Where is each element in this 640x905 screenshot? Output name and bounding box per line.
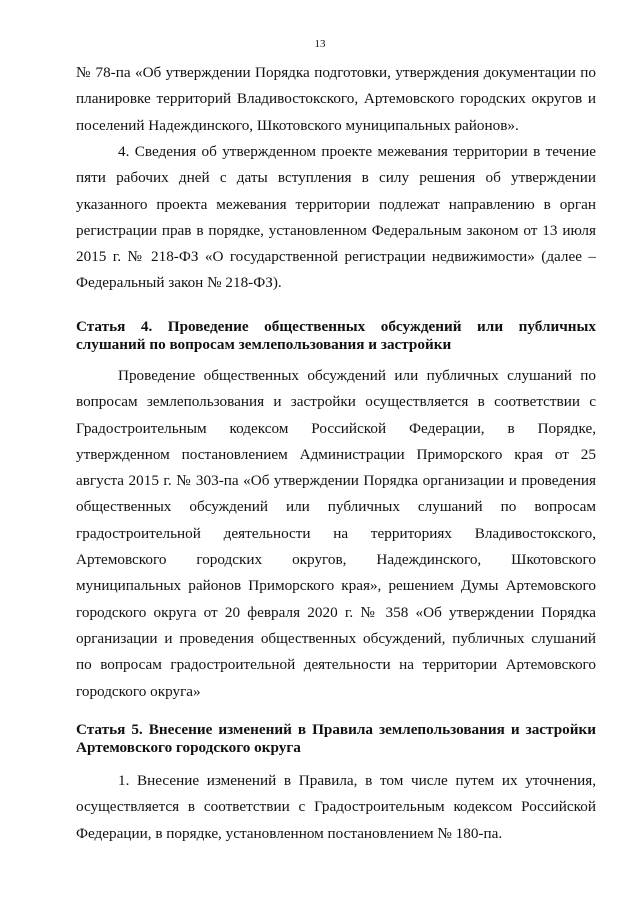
article-4-text: Проведение общественных обсуждений или публичных слушаний по вопросам землепользования и застройки осуществляется в соответствии с Градостроительным кодексом Российской Федерации, в Порядке, утвержденном постановлением Администрации Приморского края от 25 августа 2015 г. № 303-па «Об утверждении Порядка организации и проведения общественных обсуждений или публичных слушаний по вопросам градостроительной деятельности на территориях Владивостокского, Артемовского городских округов, Надеждинского, Шкотовского муниципальных районов Приморского края», решением Думы Артемовского городского округа от 20 февраля 2020 г. № 358 «Об утверждении Порядка организации и проведения общественных обсуждений, публичных слушаний по вопросам градостроительной деятельности на территории Артемовского городского округа» <box>76 367 596 700</box>
continuation-block <box>76 60 596 139</box>
article-5-heading-block <box>76 721 596 756</box>
paragraph-4: 4. Сведения об утвержденном проекте межевания территории в течение пяти рабочих дней с даты вступления в силу решения об утверждении указанного проекта межевания территории подлежат направлению в орган регистрации прав в порядке, установленном Федеральным законом от 13 июля 2015 г. № 218-ФЗ «О государственной регистрации недвижимости» (далее – Федеральный закон № 218-ФЗ). <box>76 143 596 292</box>
paragraph-continuation: № 78-па «Об утверждении Порядка подготовки, утверждения документации по планировке территорий Владивостокского, Артемовского городских округов и поселений Надеждинского, Шкотовского муниципальных районов». <box>76 64 596 134</box>
article-5-heading: Статья 5. Внесение изменений в Правила землепользования и застройки Артемовского городского округа <box>76 721 596 756</box>
article-5-paragraph-1: 1. Внесение изменений в Правила, в том числе путем их уточнения, осуществляется в соответствии с Градостроительным кодексом Российской Федерации, в порядке, установленном постановлением № 180-па. <box>76 772 596 842</box>
page-number: 13 <box>314 38 326 50</box>
article-4-text-block <box>76 363 596 705</box>
article-5-para-block <box>76 768 596 847</box>
article-4-heading-block <box>76 318 596 353</box>
paragraph-4-block <box>76 139 596 297</box>
article-4-heading: Статья 4. Проведение общественных обсуждений или публичных слушаний по вопросам землепользования и застройки <box>76 318 596 353</box>
